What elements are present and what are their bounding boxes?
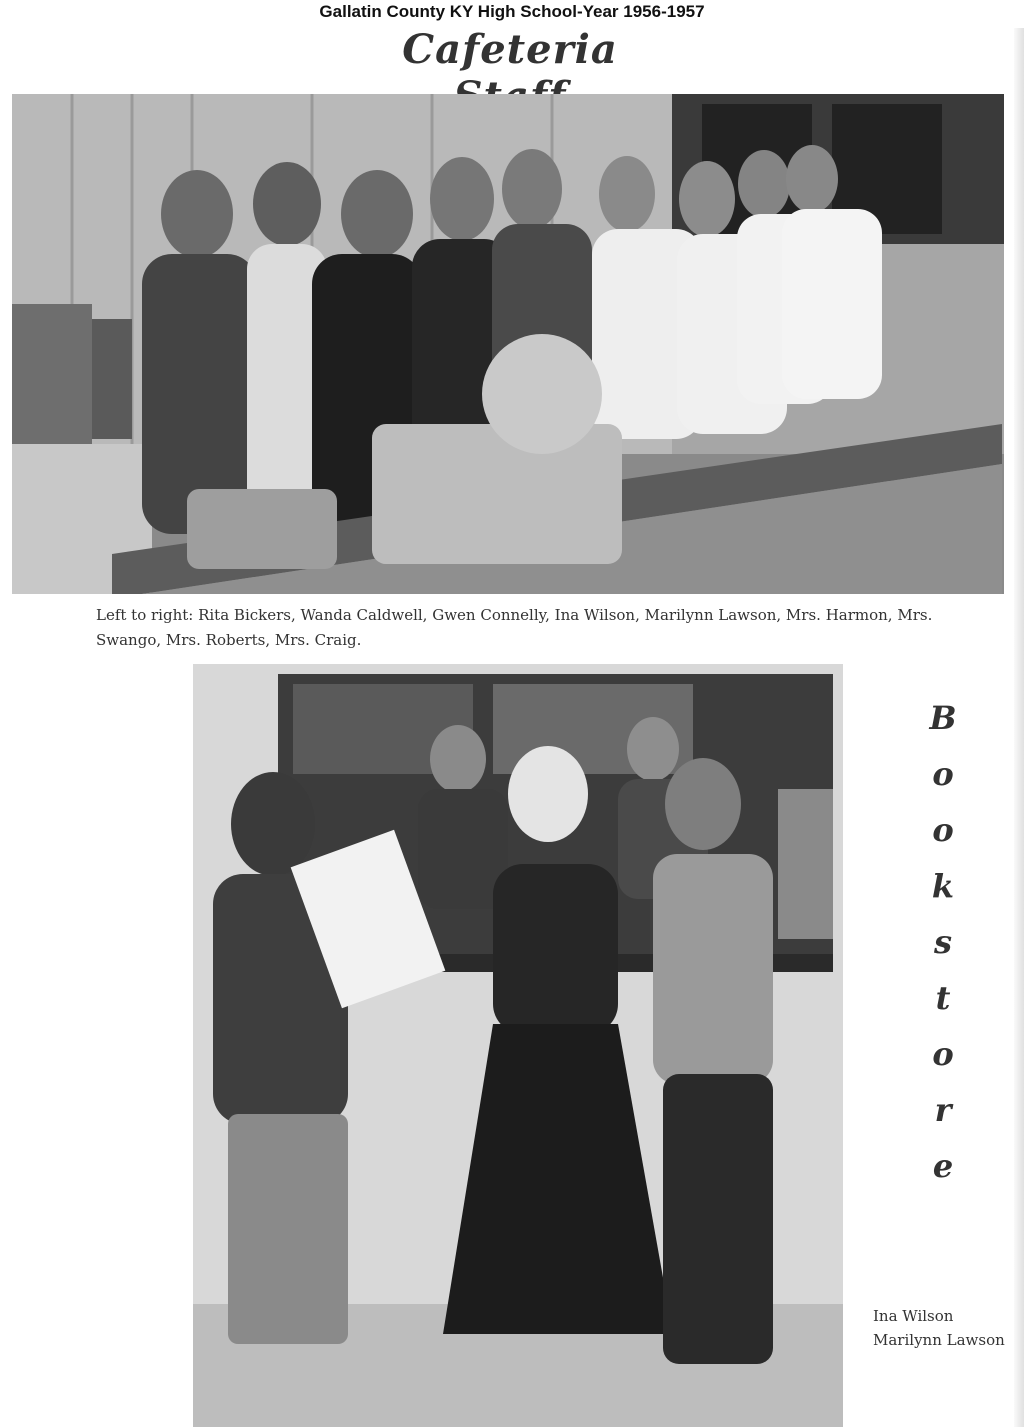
bookstore-title-letter: o <box>932 811 954 849</box>
cafeteria-staff-photo <box>12 94 1004 594</box>
bookstore-title-letter: r <box>934 1091 952 1129</box>
bookstore-title-letter: o <box>932 1035 954 1073</box>
page-edge <box>1014 28 1024 1427</box>
bookstore-name: Marilynn Lawson <box>873 1331 1005 1349</box>
bookstore-names <box>873 1304 1023 1352</box>
source-header: Gallatin County KY High School-Year 1956-1957 <box>319 2 705 21</box>
cafeteria-staff-caption: Left to right: Rita Bickers, Wanda Caldwell, Gwen Connelly, Ina Wilson, Marilynn Lawson, Mrs. Harmon, Mrs. Swango, Mrs. Roberts, Mrs. Craig. <box>96 606 933 649</box>
bookstore-title-letter: e <box>932 1147 954 1185</box>
bookstore-title-letter: B <box>929 699 957 737</box>
bookstore-name: Ina Wilson <box>873 1307 954 1325</box>
bookstore-title <box>915 690 971 1194</box>
cafeteria-staff-title: Cafeteria <box>402 26 618 73</box>
bookstore-photo <box>193 664 843 1427</box>
bookstore-title-letter: k <box>931 867 955 905</box>
bookstore-title-letter: t <box>935 979 951 1017</box>
bookstore-title-letter: s <box>933 923 952 961</box>
bookstore-title-letter: o <box>932 755 954 793</box>
